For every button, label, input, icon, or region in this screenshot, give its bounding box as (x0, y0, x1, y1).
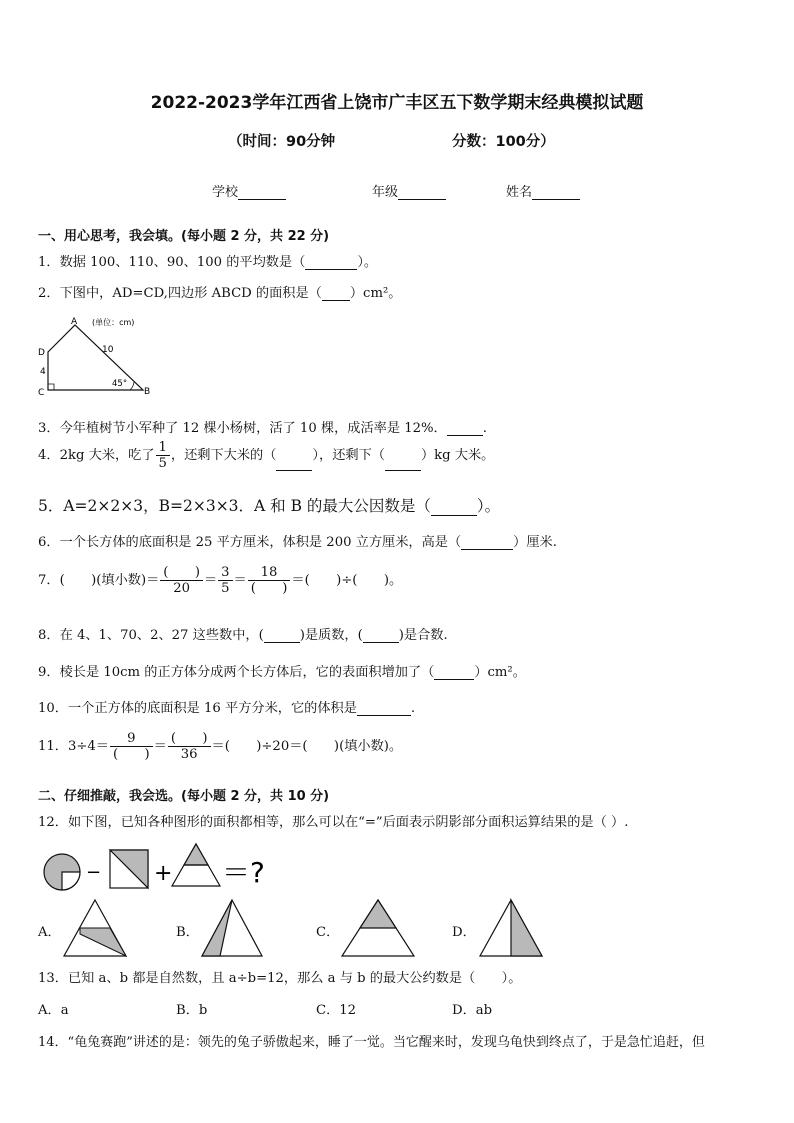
school-label: 学校 (212, 185, 239, 200)
question-5: 5．A=2×2×3，B=2×3×3．A 和 B 的最大公因数是（ ）。 (38, 497, 501, 515)
question-10: 10．一个正方体的底面积是 16 平方分米，它的体积是 . (38, 701, 416, 716)
point-b-label: B (144, 387, 151, 396)
q13-option-a[interactable]: A．a (38, 1003, 69, 1018)
angle-label: 45° (112, 379, 128, 389)
trapezoid-figure (34, 312, 164, 396)
unit-label: (单位：cm) (92, 318, 135, 327)
point-d-label: D (38, 348, 45, 358)
option-a-triangle[interactable] (62, 898, 132, 958)
question-13: 13．已知 a、b 都是自然数，且 a÷b=12，那么 a 与 b 的最大公约数是（ ）。 (38, 971, 522, 986)
option-b-triangle[interactable] (200, 898, 266, 958)
option-c-label[interactable]: C． (316, 925, 340, 940)
exam-score: 分数：100分） (452, 134, 555, 150)
point-c-label: C (38, 388, 45, 396)
question-4: 4．2kg 大米，吃了 $\frac{1}{5}$ ，还剩下大米的（ ），还剩下（ ）kg 大米。 (38, 440, 495, 472)
side-10-label: 10 (102, 345, 114, 355)
exam-time: （时间：90分钟 (228, 134, 336, 150)
point-a-label: A (71, 317, 78, 327)
section-2-heading: 二、仔细推敲，我会选。(每小题 2 分，共 10 分) (38, 789, 330, 804)
name-label: 姓名 (506, 185, 533, 200)
q13-option-b[interactable]: B．b (176, 1003, 208, 1018)
question-6: 6．一个长方体的底面积是 25 平方厘米，体积是 200 立方厘米，高是（ ）厘米. (38, 535, 557, 550)
option-d-label[interactable]: D． (452, 925, 476, 940)
plus-sign: + (154, 861, 173, 886)
question-8: 8．在 4、1、70、2、27 这些数中，( )是质数，( )是合数. (38, 628, 448, 643)
question-12: 12．如下图，已知各种图形的面积都相等，那么可以在“=”后面表示阴影部分面积运算结果的是（ ）. (38, 815, 629, 830)
name-field[interactable] (506, 181, 580, 200)
question-3: 3．今年植树节小军种了 12 棵小杨树，活了 10 棵，成活率是 12%． . (38, 421, 487, 436)
question-7: 7．( )(填小数)＝ $\frac{( )}{20}$ ＝ $\frac{3}{5}$ ＝ $\frac{18}{( )}$ ＝( )÷( )。 (38, 565, 403, 597)
q13-option-c[interactable]: C．12 (316, 1003, 357, 1018)
option-a-label[interactable]: A． (38, 925, 61, 940)
side-4-label: 4 (40, 367, 46, 377)
option-c-triangle[interactable] (338, 898, 418, 958)
grade-label: 年级 (372, 185, 399, 200)
school-field[interactable] (212, 181, 286, 200)
section-1-heading: 一、用心思考，我会填。(每小题 2 分，共 22 分) (38, 229, 330, 244)
question-1: 1．数据 100、110、90、100 的平均数是（ ）。 (38, 255, 378, 270)
equals-question: ＝? (222, 856, 265, 889)
minus-sign: − (86, 862, 102, 883)
page-title: 2022-2023学年江西省上饶市广丰区五下数学期末经典模拟试题 (150, 93, 644, 113)
q13-option-d[interactable]: D．ab (452, 1003, 493, 1018)
question-14: 14．“龟兔赛跑”讲述的是：领先的兔子骄傲起来，睡了一觉。当它醒来时，发现乌龟快到终点了，于是急忙追赶，但 (38, 1035, 705, 1050)
question-9: 9．棱长是 10cm 的正方体分成两个长方体后，它的表面积增加了（ ）cm²。 (38, 665, 526, 680)
grade-field[interactable] (372, 181, 446, 200)
question-2: 2．下图中，AD=CD,四边形 ABCD 的面积是（ ）cm²。 (38, 286, 402, 301)
question-11: 11．3÷4＝ $\frac{9}{( )}$ ＝ $\frac{( )}{36}$ ＝( )÷20＝( )(填小数)。 (38, 731, 403, 763)
equation-figure (36, 840, 296, 894)
option-d-triangle[interactable] (478, 898, 546, 958)
option-b-label[interactable]: B． (176, 925, 199, 940)
